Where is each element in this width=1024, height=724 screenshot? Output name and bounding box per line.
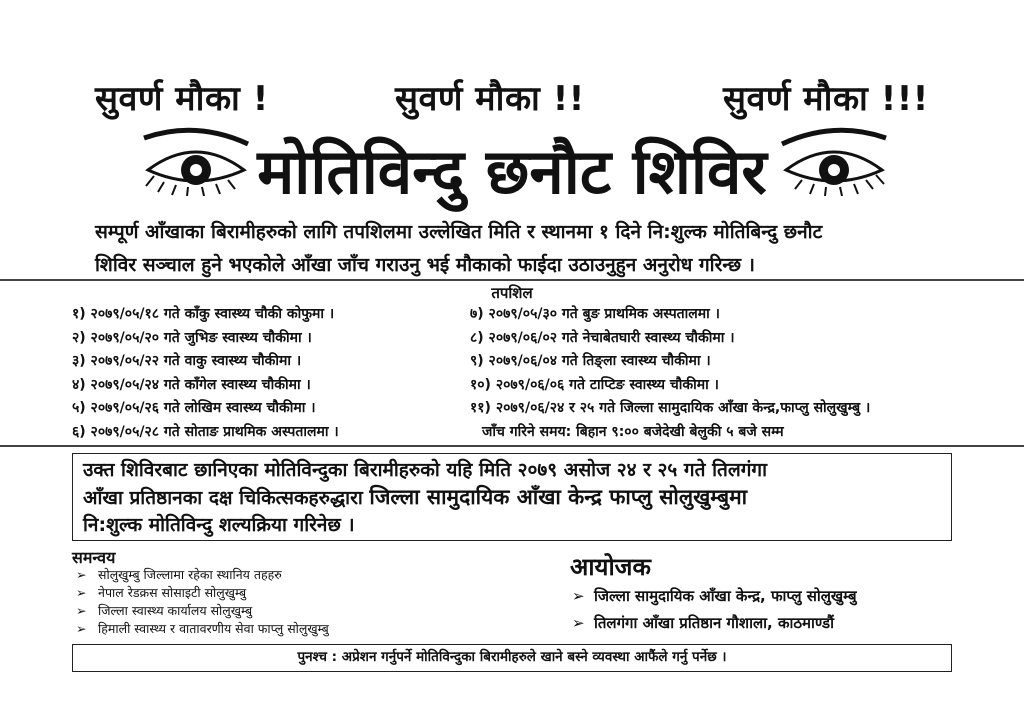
list-item-label: तिलगंगा आँखा प्रतिष्ठान गौशाला, काठमाण्डौं [594, 614, 834, 632]
arrow-bullet-icon: ➢ [76, 585, 87, 600]
intro-text [95, 216, 995, 282]
list-item [572, 583, 857, 610]
checkup-time: जाँच गरिने समय: बिहान ९:०० बजेदेखी बेलुकी ५ बजे सम्म [482, 424, 784, 440]
coordination-list [76, 566, 329, 638]
schedule-right-column [470, 303, 870, 421]
divider-top [0, 279, 1024, 281]
slogan-2: सुवर्ण मौका !! [395, 79, 585, 119]
camp-title: मोतिविन्दु छनौट शिविर [257, 135, 767, 208]
organizer-heading: आयोजक [570, 553, 651, 581]
schedule-item: ८) २०७९/०६/०२ गते नेचाबेतघारी स्वास्थ्य चौकीमा । [470, 329, 735, 346]
schedule-item: ९) २०७९/०६/०४ गते तिङ्ला स्वास्थ्य चौकीमा । [470, 353, 711, 369]
surgery-notice-box [72, 453, 952, 541]
list-item [76, 584, 329, 602]
schedule-left-column [72, 303, 339, 444]
schedule-item: १०) २०७९/०६/०६ गते टाप्टिङ स्वास्थ्य चौकीमा । [470, 376, 719, 393]
slogan-1: सुवर्ण मौका ! [95, 79, 269, 119]
notice-line-1: उक्त शिविरबाट छानिएका मोतिविन्दुका बिरामीहरुको यहि मिति २०७९ असोज २४ र २५ गते तिलगंगा [83, 459, 768, 481]
list-item [76, 566, 329, 584]
list-item [76, 620, 329, 638]
list-item [76, 602, 329, 620]
list-item [572, 610, 857, 637]
schedule-item: २) २०७९/०५/२० गते जुभिङ स्वास्थ्य चौकीमा । [72, 329, 312, 346]
arrow-bullet-icon: ➢ [572, 587, 585, 605]
arrow-bullet-icon: ➢ [76, 621, 87, 636]
arrow-bullet-icon: ➢ [572, 614, 585, 632]
slogan-3: सुवर्ण मौका !!! [723, 79, 929, 119]
schedule-heading: तपशिल [491, 284, 533, 302]
list-item-label: जिल्ला स्वास्थ्य कार्यालय सोलुखुम्बु [98, 603, 253, 618]
arrow-bullet-icon: ➢ [76, 567, 87, 582]
arrow-bullet-icon: ➢ [76, 603, 87, 618]
schedule-item: ७) २०७९/०५/३० गते बुङ प्राथमिक अस्पतालमा । [470, 306, 720, 322]
list-item-label: सोलुखुम्बु जिल्लामा रहेका स्थानिय तहहरु [98, 567, 282, 582]
intro-line-2: शिविर सञ्चाल हुने भएकोले आँखा जाँच गराउनु भई मौकाको फाईदा उठाउनुहुन अनुरोध गरिन्छ । [95, 254, 755, 276]
notice-line-2 [83, 484, 941, 512]
intro-line-1: सम्पूर्ण आँखाका बिरामीहरुको लागि तपशिलमा उल्लेखित मिति र स्थानमा १ दिने नि:शुल्क मोतिबिन्दु छनौट [95, 221, 823, 243]
notice-line-2a: आँखा प्रतिष्ठानका दक्ष चिकित्सकहरुद्धारा [83, 487, 370, 509]
schedule-item: ६) २०७९/०५/२८ गते सोताङ प्राथमिक अस्पतालमा । [72, 423, 339, 440]
organizer-list [572, 583, 857, 637]
schedule-item: ५) २०७९/०५/२६ गते लोखिम स्वास्थ्य चौकीमा । [72, 400, 316, 416]
schedule-item: ३) २०७९/०५/२२ गते वाकु स्वास्थ्य चौकीमा । [72, 353, 302, 369]
list-item-label: नेपाल रेडक्रस सोसाइटी सोलुखुम्बु [98, 585, 247, 600]
divider-bottom [0, 445, 1024, 447]
coordination-heading: समन्वय [72, 548, 116, 567]
postscript-box: पुनश्च : अप्रेशन गर्नुपर्ने मोतिविन्दुका बिरामीहरुले खाने बस्ने व्यवस्था आफैंले गर्नु पर्नेछ । [72, 644, 952, 672]
notice-line-2b: जिल्ला सामुदायिक आँखा केन्द्र फाप्लु सोलुखुम्बुमा [369, 485, 748, 509]
schedule-item: ११) २०७९/०६/२४ र २५ गते जिल्ला सामुदायिक आँखा केन्द्र,फाप्लु सोलुखुम्बु । [470, 400, 871, 416]
list-item-label: हिमाली स्वास्थ्य र वातावरणीय सेवा फाप्लु सोलुखुम्बु [98, 621, 329, 636]
schedule-item: ४) २०७९/०५/२४ गते काँगेल स्वास्थ्य चौकीमा । [72, 376, 311, 393]
schedule-item: १) २०७९/०५/१८ गते काँकु स्वास्थ्य चौकी कोफुमा । [72, 306, 335, 322]
list-item-label: जिल्ला सामुदायिक आँखा केन्द्र, फाप्लु सोलुखुम्बु [594, 587, 857, 605]
notice-line-3: नि:शुल्क मोतिविन्दु शल्यक्रिया गरिनेछ । [83, 514, 355, 536]
